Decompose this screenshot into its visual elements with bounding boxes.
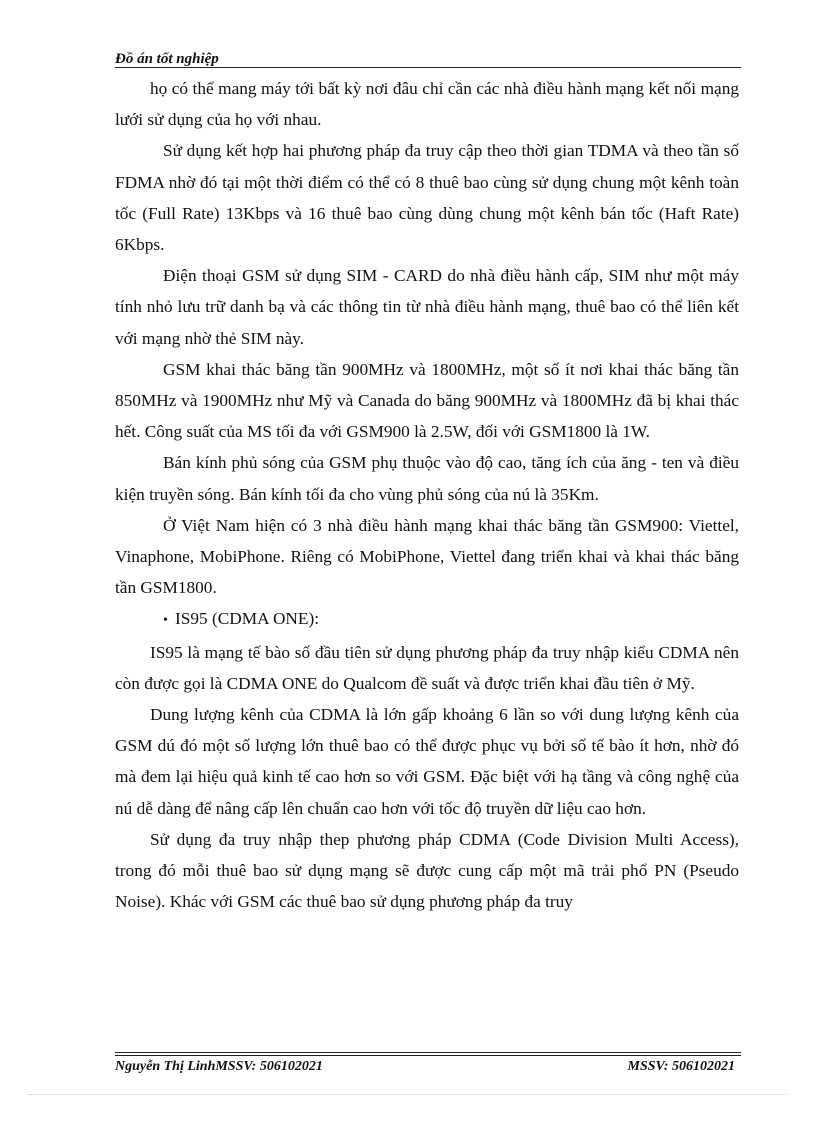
paragraph-4: GSM khai thác băng tần 900MHz và 1800MHz, một số ít nơi khai thác băng tần 850MHz và 1900MHz như Mỹ và Canada do băng 900MHz và 1800MHz đã bị khai thác hết. Công suất của MS tối đa với GSM900 là 2.5W, đối với GSM1800 là 1W.: [115, 359, 739, 442]
bullet-text: IS95 (CDMA ONE):: [175, 609, 320, 629]
paragraph-3: Điện thoại GSM sử dụng SIM - CARD do nhà điều hành cấp, SIM như một máy tính nhỏ lưu trữ danh bạ và các thông tin từ nhà điều hành mạng, thuê bao có thể liên kết với mạng nhờ thẻ SIM này.: [115, 266, 739, 348]
document-body: [115, 73, 739, 917]
footer-author: Nguyễn Thị LinhMSSV: 506102021: [115, 1059, 323, 1074]
bullet-item: [115, 603, 739, 636]
footer-rule-bottom: [115, 1055, 741, 1056]
page-edge-divider: [28, 1094, 788, 1095]
paragraph-6: Ở Việt Nam hiện có 3 nhà điều hành mạng khai thác băng tần GSM900: Viettel, Vinaphone, MobiPhone. Riêng có MobiPhone, Viettel đang triển khai và khai thác băng tần GSM1800.: [115, 515, 739, 598]
paragraph-8: Dung lượng kênh của CDMA là lớn gấp khoảng 6 lần so với dung lượng kênh của GSM dú đó một số lượng lớn thuê bao có thể được phục vụ bởi số tế bào ít hơn, nhờ đó mà đem lại hiệu quả kinh tế cao hơn so với GSM. Đặc biệt với hạ tầng và công nghệ của nú dễ dàng để nâng cấp lên chuẩn cao hơn với tốc độ truyền dữ liệu cao hơn.: [115, 705, 739, 818]
paragraph-9: Sử dụng đa truy nhập thep phương pháp CDMA (Code Division Multi Access), trong đó mỗi thuê bao sử dụng mạng sẽ được cung cấp một mã trải phổ PN (Pseudo Noise). Khác với GSM các thuê bao sử dụng phương pháp đa truy: [115, 829, 739, 912]
document-footer: [115, 1058, 739, 1076]
header-rule: [115, 67, 741, 68]
document-header-title: Đồ án tốt nghiệp: [115, 51, 219, 67]
paragraph-5: Bán kính phủ sóng của GSM phụ thuộc vào độ cao, tăng ích của ăng - ten và điều kiện truyền sóng. Bán kính tối đa cho vùng phủ sóng của nú là 35Km.: [115, 453, 739, 504]
footer-student-id: MSSV: 506102021: [627, 1059, 735, 1074]
bullet-icon: •: [163, 613, 168, 629]
paragraph-1: họ có thể mang máy tới bất kỳ nơi đâu chỉ cần các nhà điều hành mạng kết nối mạng lưới sử dụng của họ với nhau.: [115, 79, 739, 130]
paragraph-2: Sử dụng kết hợp hai phương pháp đa truy cập theo thời gian TDMA và theo tần số FDMA nhờ đó tại một thời điểm có thể có 8 thuê bao cùng sử dụng chung một kênh toàn tốc (Full Rate) 13Kbps và 16 thuê bao cùng dùng chung một kênh bán tốc (Haft Rate) 6Kbps.: [115, 141, 739, 255]
paragraph-7: IS95 là mạng tế bào số đầu tiên sử dụng phương pháp đa truy nhập kiểu CDMA nên còn được gọi là CDMA ONE do Qualcom đề suất và được triển khai đầu tiên ở Mỹ.: [115, 642, 739, 693]
footer-rule-top: [115, 1052, 741, 1053]
